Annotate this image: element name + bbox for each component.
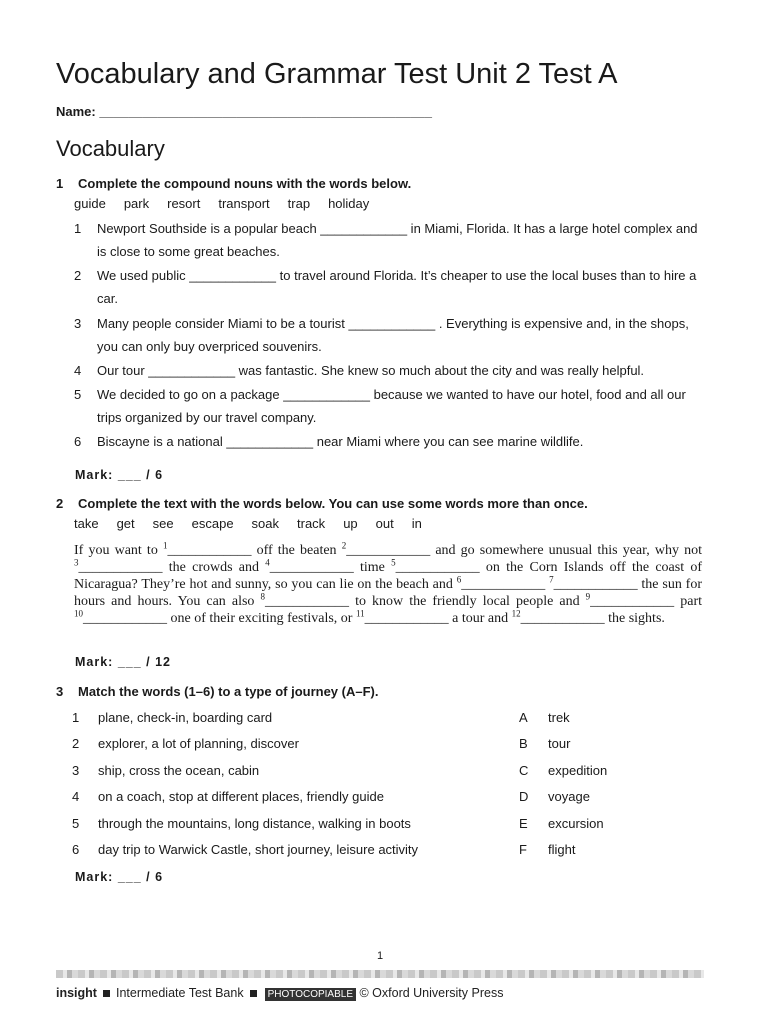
match-option-text: excursion [548,816,604,831]
match-item-text: explorer, a lot of planning, discover [98,736,299,751]
match-option-text: voyage [548,789,590,804]
gap-number: 6 [456,574,462,585]
q2-word: soak [251,516,280,531]
q2-word-bank [74,516,440,531]
gap-text-segment: ____________ [461,577,550,592]
page-number: 1 [377,950,384,962]
q1-mark: Mark: ___ / 6 [75,468,164,482]
q1-item-number: 6 [74,434,82,449]
match-row [0,842,770,860]
q1-word: transport [218,196,270,211]
gap-number: 11 [355,608,365,619]
section-heading: Vocabulary [56,136,165,161]
q1-item [74,383,704,429]
gap-text-segment: If you want to [74,543,163,558]
q1-word: trap [287,196,311,211]
q1-word: guide [74,196,106,211]
q1-item-number: 5 [74,387,82,402]
q1-item-text: We decided to go on a package ____________ because we wanted to have our hotel, food and all our trips organized by our travel company. [97,387,686,425]
q1-item-text: Many people consider Miami to be a tourist ____________ . Everything is expensive and, in the shops, you can only buy overpriced souvenirs. [97,316,689,354]
match-option-text: trek [548,710,570,725]
gap-text-segment: ____________ the crowds and [78,560,266,575]
gap-number: 1 [162,540,168,551]
q2-word: see [152,516,174,531]
gap-text-segment: ____________ the sights. [520,611,665,626]
q1-item-text: We used public ____________ to travel around Florida. It’s cheaper to use the local buses than to hire a car. [97,268,697,306]
q1-number: 1 [56,176,64,191]
match-row [0,789,770,807]
gap-text-segment: ____________ one of their exciting festivals, or [83,611,356,626]
q1-item-number: 3 [74,316,82,331]
match-item-number: 5 [72,816,80,831]
q3-heading [56,684,378,699]
gap-text-segment: ____________ to know the friendly local people and [265,594,586,609]
gap-number: 2 [341,540,347,551]
gap-number: 8 [260,591,265,602]
q2-word: get [116,516,135,531]
q3-number: 3 [56,684,64,699]
q2-word: track [297,516,326,531]
gap-number: 7 [549,574,554,585]
q2-word: in [411,516,422,531]
match-option-letter: C [519,763,529,778]
match-option-letter: B [519,736,528,751]
gap-text-segment: ____________ off the beaten [167,543,342,558]
q1-word: resort [167,196,201,211]
q1-item-text: Biscayne is a national ____________ near Miami where you can see marine wildlife. [97,434,584,449]
q1-item [74,264,704,310]
q2-gap-text [74,542,702,627]
footer-publisher: © Oxford University Press [359,986,504,1000]
match-option-letter: E [519,816,528,831]
q3-instruction: Match the words (1–6) to a type of journey (A–F). [78,684,379,699]
match-option-text: tour [548,736,571,751]
gap-number: 5 [391,557,396,568]
q1-item [74,312,704,358]
match-item-text: ship, cross the ocean, cabin [98,763,260,778]
footer [56,986,503,1000]
q1-item-number: 1 [74,221,82,236]
match-item-text: day trip to Warwick Castle, short journey, leisure activity [98,842,419,857]
q2-heading [56,496,588,511]
match-row [0,710,770,728]
q2-word: up [343,516,358,531]
q1-item-number: 4 [74,363,82,378]
q1-instruction: Complete the compound nouns with the words below. [78,176,412,191]
gap-number: 12 [511,608,521,619]
gap-number: 10 [74,608,83,619]
q1-item-text: Our tour ____________ was fantastic. She knew so much about the city and was really helpful. [97,363,645,378]
square-bullet-icon [103,990,110,997]
footer-decorative-band [56,970,704,978]
q1-word: park [123,196,150,211]
match-item-text: through the mountains, long distance, walking in boots [98,816,411,831]
q2-mark: Mark: ___ / 12 [75,655,171,669]
gap-text-segment: ____________ part [590,594,703,609]
gap-text-segment: ____________ a tour and [364,611,512,626]
match-item-number: 4 [72,789,80,804]
q2-number: 2 [56,496,64,511]
q2-instruction: Complete the text with the words below. You can use some words more than once. [78,496,588,511]
gap-text-segment: ____________ on the Corn Islands off the coast of Nicaragua? They’re hot and sunny, so you can lie on the beach and [74,560,702,592]
gap-number: 9 [585,591,591,602]
footer-series: Intermediate Test Bank [115,986,244,1000]
q1-item [74,430,704,453]
q2-word: take [74,516,99,531]
q3-mark: Mark: ___ / 6 [75,870,164,884]
q2-word: out [375,516,394,531]
q1-word-bank [74,196,387,211]
square-bullet-icon [250,990,257,997]
q1-heading [56,176,411,191]
name-field-line: Name: ______________________________________________ [56,104,432,119]
q1-item [74,217,704,263]
match-row [0,816,770,834]
gap-text-segment: ____________ time [269,560,392,575]
match-option-letter: D [519,789,529,804]
q1-item [74,359,704,382]
gap-number: 4 [265,557,270,568]
match-item-number: 3 [72,763,80,778]
match-option-text: expedition [548,763,608,778]
q1-item-text: Newport Southside is a popular beach ____________ in Miami, Florida. It has a large hotel complex and is close to some great beaches. [97,221,698,259]
match-item-number: 2 [72,736,80,751]
q1-word: holiday [328,196,370,211]
match-item-text: on a coach, stop at different places, friendly guide [98,789,384,804]
photocopiable-badge: PHOTOCOPIABLE [265,988,356,1001]
gap-number: 3 [74,557,79,568]
match-row [0,763,770,781]
match-option-letter: F [519,842,527,857]
match-row [0,736,770,754]
gap-text-segment: ____________ the sun for hours and hours. You can also [74,577,702,609]
gap-text-segment: ____________ and go somewhere unusual this year, why not [346,543,702,558]
match-option-text: flight [548,842,576,857]
q2-word: escape [191,516,234,531]
match-option-letter: A [519,710,528,725]
page-title: Vocabulary and Grammar Test Unit 2 Test A [56,58,618,90]
footer-brand: insight [56,986,97,1000]
match-item-text: plane, check-in, boarding card [98,710,273,725]
match-item-number: 6 [72,842,80,857]
match-item-number: 1 [72,710,80,725]
q1-item-number: 2 [74,268,82,283]
